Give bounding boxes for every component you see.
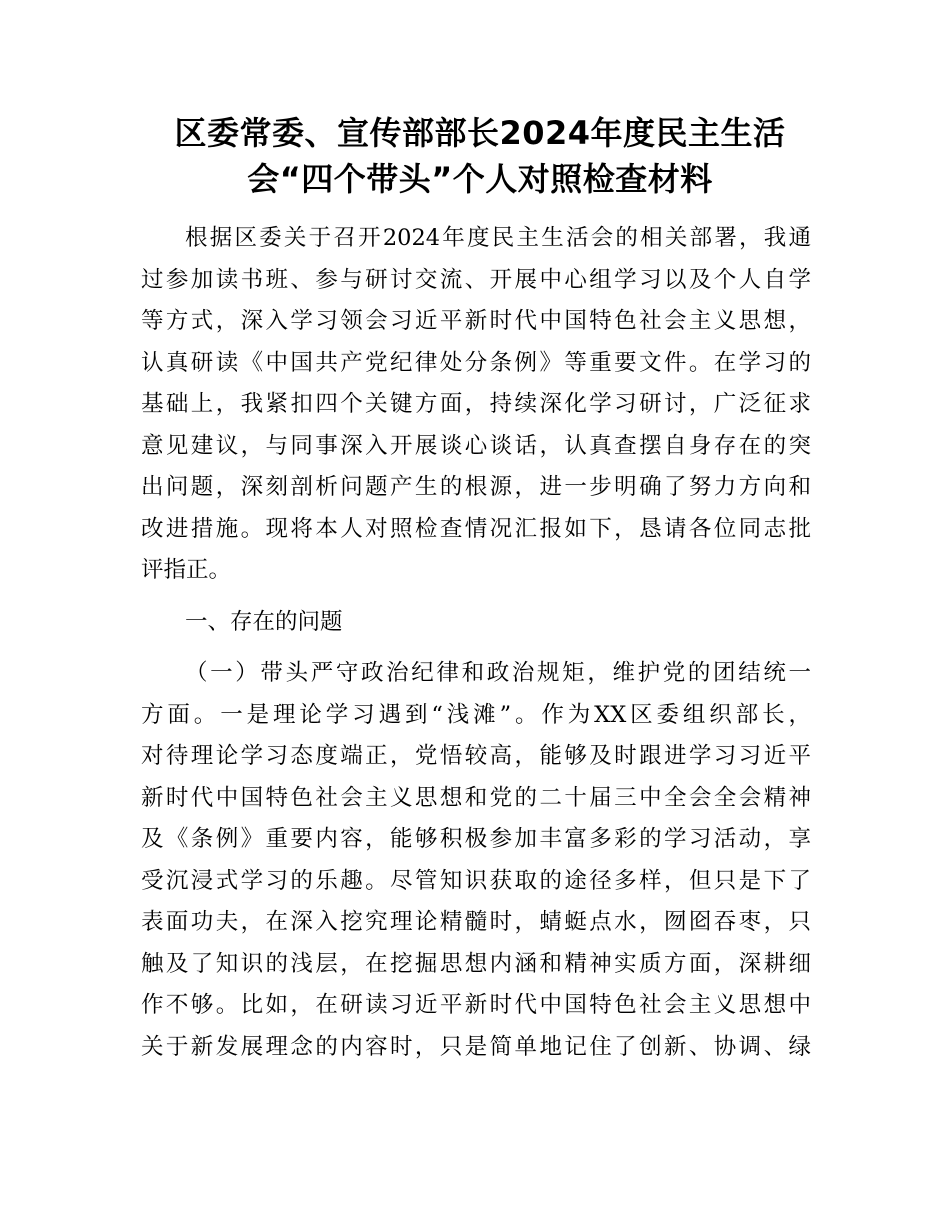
intro-line: 认真研读《中国共产党纪律处分条例》等重要文件。在学习的 xyxy=(141,349,811,376)
subsection-line: （一）带头严守政治纪律和政治规矩，维护党的团结统一 xyxy=(185,660,811,686)
subsection-line: 受沉浸式学习的乐趣。尽管知识获取的途径多样，但只是下了 xyxy=(141,867,811,894)
subsection-line: 表面功夫，在深入挖究理论精髓时，蜻蜓点水，囫囵吞枣，只 xyxy=(141,909,811,935)
intro-line: 意见建议，与同事深入开展谈心谈话，认真查摆自身存在的突 xyxy=(141,432,811,459)
subsection-line: 新时代中国特色社会主义思想和党的二十届三中全会全会精神 xyxy=(141,784,811,811)
document-title xyxy=(140,110,820,202)
intro-line: 基础上，我紧扣四个关键方面，持续深化学习研讨，广泛征求 xyxy=(141,391,811,417)
title-line-1: 区委常委、宣传部部长2024年度民主生活 xyxy=(174,114,786,152)
subsection-line: 作不够。比如，在研读习近平新时代中国特色社会主义思想中 xyxy=(141,992,811,1018)
section-heading: 一、存在的问题 xyxy=(185,608,343,635)
intro-line: 过参加读书班、参与研讨交流、开展中心组学习以及个人自学 xyxy=(141,266,811,293)
title-line-2: 会“四个带头”个人对照检查材料 xyxy=(247,160,713,198)
subsection-line: 对待理论学习态度端正，党悟较高，能够及时跟进学习习近平 xyxy=(141,743,811,769)
intro-paragraph xyxy=(141,218,811,592)
subsection-line: 关于新发展理念的内容时，只是简单地记住了创新、协调、绿 xyxy=(141,1033,811,1060)
intro-line: 根据区委关于召开2024年度民主生活会的相关部署，我通 xyxy=(185,225,811,251)
subsection-paragraph xyxy=(141,653,811,1068)
subsection-line: 触及了知识的浅层，在挖掘思想内涵和精神实质方面，深耕细 xyxy=(141,950,811,977)
document-body xyxy=(141,218,811,1068)
intro-line: 改进措施。现将本人对照检查情况汇报如下，恳请各位同志批 xyxy=(141,515,811,542)
subsection-line: 及《条例》重要内容，能够积极参加丰富多彩的学习活动，享 xyxy=(141,826,811,852)
intro-line: 等方式，深入学习领会习近平新时代中国特色社会主义思想， xyxy=(141,308,811,334)
intro-line: 出问题，深刻剖析问题产生的根源，进一步明确了努力方向和 xyxy=(141,474,811,500)
subsection-line: 方面。一是理论学习遇到“浅滩”。作为XX区委组织部长， xyxy=(141,701,811,728)
intro-line: 评指正。 xyxy=(141,557,232,583)
